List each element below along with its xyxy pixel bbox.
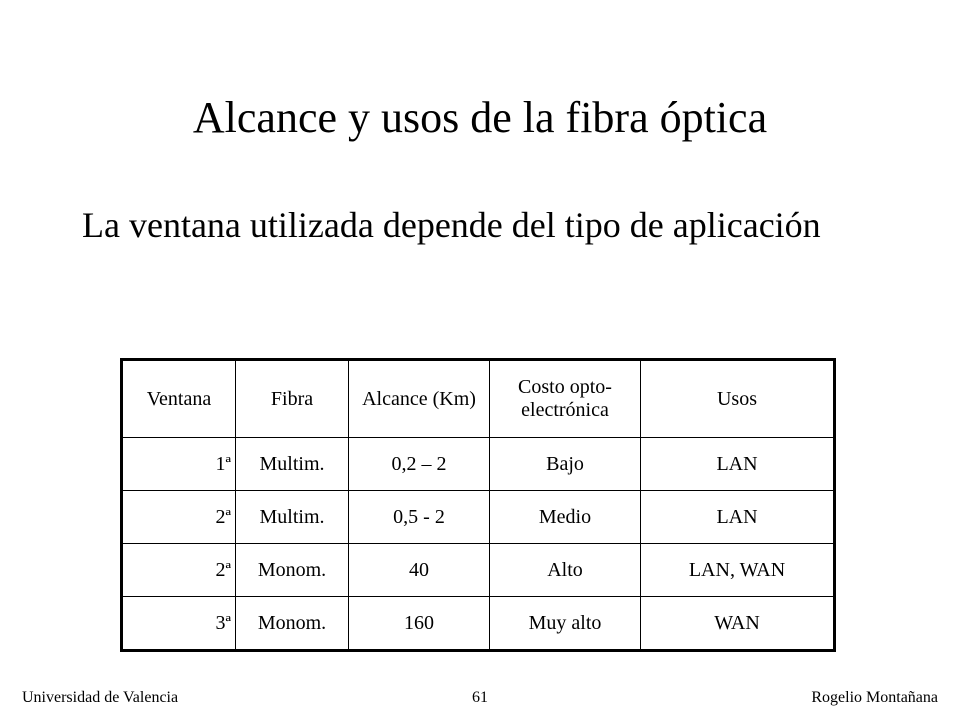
footer-author: Rogelio Montañana — [811, 689, 938, 706]
header-cell-ventana: Ventana — [123, 361, 236, 438]
table-cell: LAN — [641, 491, 834, 544]
header-cell-costo: Costo opto-electrónica — [490, 361, 641, 438]
table-cell: 2ª — [123, 544, 236, 597]
table-row — [123, 438, 833, 491]
slide-title: Alcance y usos de la fibra óptica — [192, 93, 768, 142]
table-cell: Multim. — [236, 491, 349, 544]
bullet-text: La ventana utilizada depende del tipo de aplicación — [82, 205, 821, 245]
header-cell-fibra: Fibra — [236, 361, 349, 438]
table-cell: LAN, WAN — [641, 544, 834, 597]
footer-page-number: 61 — [472, 689, 488, 706]
table-row — [123, 491, 833, 544]
table-cell: 0,5 - 2 — [349, 491, 490, 544]
table-cell: Monom. — [236, 597, 349, 650]
fiber-window-table — [120, 358, 836, 652]
table-cell: Muy alto — [490, 597, 641, 650]
table-row — [123, 544, 833, 597]
table-cell: 0,2 – 2 — [349, 438, 490, 491]
table-cell: 1ª — [123, 438, 236, 491]
table-cell: Alto — [490, 544, 641, 597]
header-cell-alcance: Alcance (Km) — [349, 361, 490, 438]
table-row — [123, 597, 833, 650]
header-cell-usos: Usos — [641, 361, 834, 438]
table-cell: Medio — [490, 491, 641, 544]
footer-institution: Universidad de Valencia — [22, 689, 179, 706]
table-cell: Monom. — [236, 544, 349, 597]
table-cell: 160 — [349, 597, 490, 650]
table-cell: Bajo — [490, 438, 641, 491]
table-header-row — [123, 361, 833, 438]
table-cell: WAN — [641, 597, 834, 650]
table-cell: 3ª — [123, 597, 236, 650]
table-cell: 40 — [349, 544, 490, 597]
table-cell: 2ª — [123, 491, 236, 544]
table-cell: Multim. — [236, 438, 349, 491]
table-cell: LAN — [641, 438, 834, 491]
